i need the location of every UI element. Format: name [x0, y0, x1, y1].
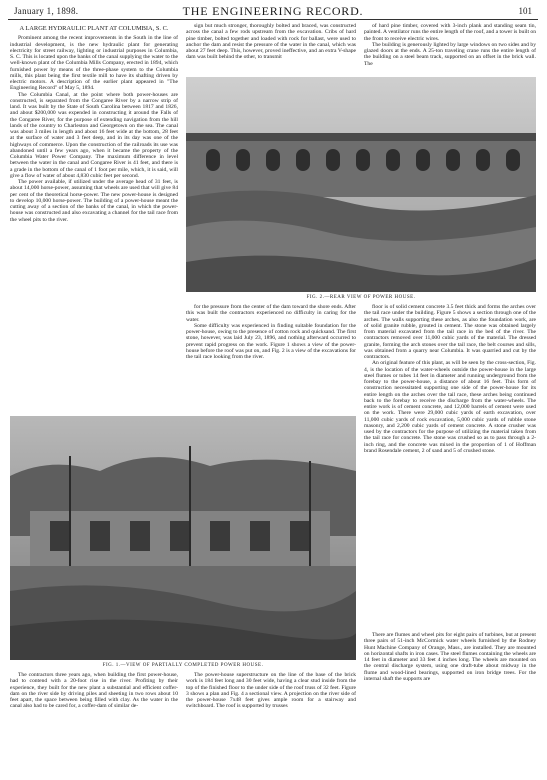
- paragraph: for the pressure from the center of the dam toward the shore ends. After this was built the contractors experienced no difficulty in caring for the water.: [186, 304, 356, 323]
- paragraph: of hard pine timber, covered with 3-inch plank and standing seam tin, painted. A ventilator runs the entire length of the roof, and a tower is built on the front to receive electric wires.: [364, 23, 536, 42]
- column-2-top: [186, 23, 356, 75]
- page-number: 101: [518, 6, 532, 16]
- paragraph: An original feature of this plant, as will be seen by the cross-section, Fig. 4, is the location of the water-wheels outside the power-house in the large steel flumes or tubes 14 feet in diameter and running underground from the forebay to the power-house, a distance of about 16 feet. This form of construction necessitated supporting one side of the power-house for its entire length on the arches over the tail race, these arches being continued back to the forebay to receive the discharge from the water-wheels. The entire work is of cement concrete, and 12,000 barrels of cement were used on the work. There were 29,000 cubic yards of earth excavation, over 11,000 cubic yards of rock excavation, 5,000 cubic yards of rubble stone masonry, and 2,200 cubic yards of cement concrete. A stone crusher was used by the contractors for the purpose of utilizing the material taken from the tail race for concrete. The stone was crushed so as to pass through a 2-inch ring, and the concrete was mixed in the proportion of 1 of Hoffman brand Rosendale cement, 2 of sand and 5 of crushed stone.: [364, 360, 536, 454]
- column-1-bottom: [10, 672, 178, 776]
- article-title: A LARGE HYDRAULIC PLANT AT COLUMBIA, S. C.: [19, 25, 169, 32]
- paragraph: Prominent among the recent improvements in the South in the line of industrial development, is the new hydraulic plant for generating electricity for street railway, lighting or industrial purposes in Columbia, S. C. This is located upon the banks of the canal supplying the water to the well-known plant of the Columbia Mills Company, erected in 1894, which furnished power by means of the three-phase system to the Columbia mills, this plant being the first textile mill to have its shafting driven by electric motors. A description of the earlier plant appeared in "The Engineering Record" of May 5, 1894.: [10, 35, 178, 92]
- page-header: [8, 5, 538, 20]
- column-3-middle: [364, 304, 536, 629]
- construction-site-illustration: [10, 416, 356, 660]
- column-2-middle: [186, 304, 356, 412]
- paragraph: The Columbia Canal, at the point where both power-houses are constructed, is separated from the Congaree River by a narrow strip of land. It was built by the State of South Carolina between 1817 and 1826, and about $200,000 was expended in constructing it around the Falls of the Congaree River, for the purpose of extending navigation from the hill lands of the country to Charleston and Georgetown on the sea. The canal was about 3 miles in length and about 16 feet wide at the bottom, 28 feet at the surface of water and 3 feet deep, and in its day was one of the highways of commerce. Upon the construction of the railroads its use was abandoned until a few years ago, when it became the property of the Columbia Water Power Company. The maximum difference in level between the water in the canal and Congaree River is 41 feet, and there is a grade in the bottom of the canal of 1 foot per mile, which, it is said, will give a flow of water of about 4,830 cubic feet per second.: [10, 91, 178, 179]
- issue-date: January 1, 1898.: [14, 6, 79, 16]
- column-2-bottom: [186, 672, 356, 776]
- paragraph: The contractors three years ago, when building the first power-house, had to contend with a 20-foot rise in the river. Profiting by their experience, they built for the new plant a substantial and efficient coffer-dam on the river side by driving piles and sheeting in two rows about 10 feet apart, the space between being filled with clay. As the water in the canal also had to be cared for, a coffer-dam of similar de-: [10, 672, 178, 710]
- column-3-bottom: [364, 632, 536, 776]
- paragraph: The power available, if utilized under the average head of 31 feet, is about 14,000 horse-power, assuming that wheels are used that will give 84 per cent of the theoretical horse-power. The new power-house is designed to develop 10,000 horse-power. The building of a power-house meant the cutting away of a section of the banks of the canal, in which the power-house was constructed and also excavating a channel for the tail race from the wheel pits to the river.: [10, 179, 178, 223]
- figure-2-caption: FIG. 2.—REAR VIEW OF POWER HOUSE.: [306, 295, 416, 300]
- paragraph: The building is generously lighted by large windows on two sides and by glazed doors at the ends. A 25-ton traveling crane runs the entire length of the building on a steel beam track, supported on an offset in the brick wall. The: [364, 41, 536, 67]
- paragraph: floor is of solid cement concrete 3.5 feet thick and forms the arches over the tail race under the building. Figure 5 shows a section through one of the arches. The walls supporting these arches, as also the foundation work, are of solid granite rubble, grouted in cement. The stone was obtained largely from material excavated from the tail race in the bed of the river. The contractors removed over 11,000 cubic yards of the material. The dressed granite, forming the arch stones over the tail race, the belt courses and sills, was obtained from a quarry near Columbia. It was quarried and cut by the contractors.: [364, 304, 536, 360]
- paragraph: The power-house superstructure on the line of the base of the brick work is 184 feet long and 30 feet wide, having a clear stud inside from the top of the finished floor to the under side of the roof truss of 32 feet. Figure 3 shows a plan and Fig. 4 a sectional view. A projection on the river side of the power-house 7x48 feet gives ample room for a stairway and switchboard. The roof is supported by trusses: [186, 672, 356, 710]
- column-1-top: [10, 23, 178, 411]
- paragraph: There are flumes and wheel pits for eight pairs of turbines, but at present three pairs of 51-inch McCormick water wheels furnished by the Rodney Hunt Machine Company of Orange, Mass., are installed. They are mounted on horizontal shafts in iron cases. The steel flumes containing the wheels are 14 feet in diameter and 33 feet 4 inches long. The wheels are mounted on the central discharge system, using one draft-tube about midway in the flume and wood-lined bearings, supported on iron bridge trees. For the internal shaft the supports are: [364, 632, 536, 682]
- figure-1-caption: FIG. 1.—VIEW OF PARTIALLY COMPLETED POWER HOUSE.: [102, 663, 264, 668]
- figure-1-partial-power-house-photo: [10, 416, 356, 660]
- paragraph: sign but much stronger, thoroughly bolted and braced, was constructed across the canal a few rods upstream from the excavation. Cribs of hard pine timber, bolted together and loaded with rock for ballast, were used to anchor the dam and resist the pressure of the water in the canal, which was about 27 feet deep. This, however, proved ineffective, and an extra V-shape dam was built behind the other, to transmit: [186, 23, 356, 61]
- paragraph: Some difficulty was experienced in finding suitable foundation for the power-house, owing to the presence of cotton rock and quicksand. The first stone, however, was laid July 23, 1896, and nothing afterward occurred to prevent rapid progress on the work. Figure 1 shows a view of the power-house before the roof was put on, and Fig. 2 is a view of the excavations for the tail race looking from the river.: [186, 322, 356, 360]
- power-house-rear-illustration: [186, 77, 536, 292]
- figure-2-rear-view-photo: [186, 77, 536, 292]
- column-3-top: [364, 23, 536, 75]
- journal-title: THE ENGINEERING RECORD.: [182, 4, 364, 18]
